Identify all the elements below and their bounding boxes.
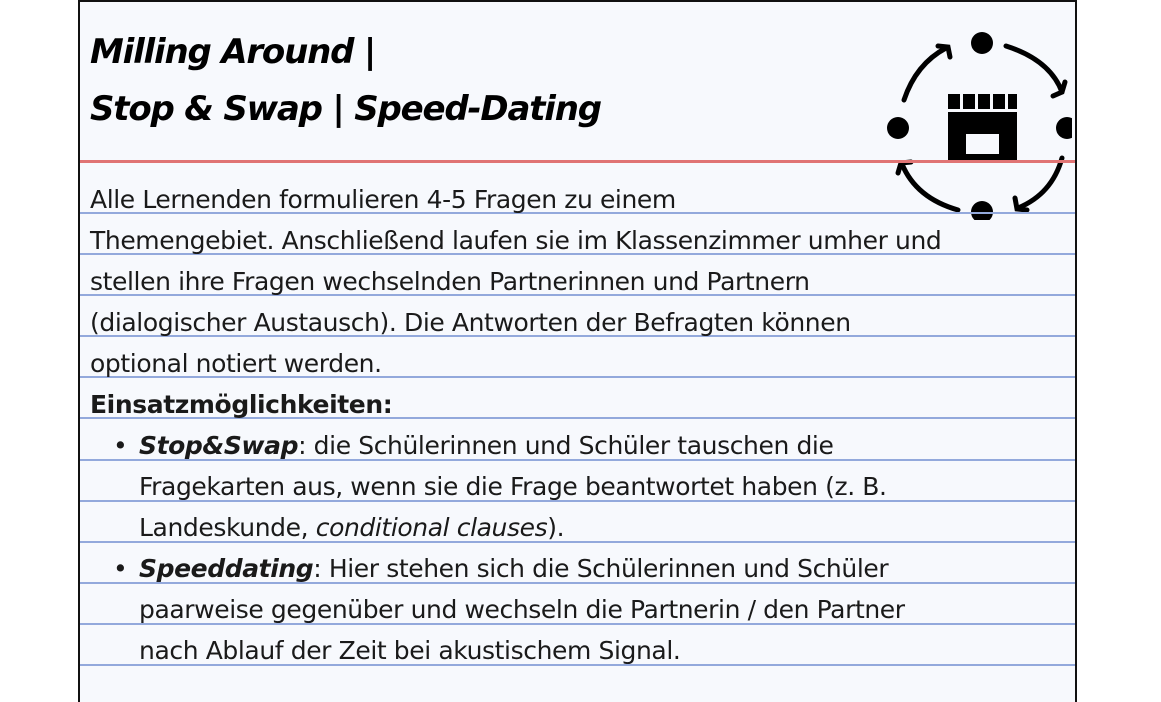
- bullet-marker: •: [113, 431, 128, 460]
- bullet-1-line-3-post: ).: [547, 513, 565, 542]
- bullet-marker: •: [113, 554, 128, 583]
- bullet-2-term: Speeddating: [139, 554, 314, 583]
- bullet-2-text: : Hier stehen sich die Schülerinnen und Schüler: [313, 554, 889, 583]
- intro-line-4: (dialogischer Austausch). Die Antworten der Befragten können: [90, 308, 851, 337]
- bullet-2-line-1: [139, 553, 888, 585]
- bullet-2-line-3: nach Ablauf der Zeit bei akustischem Signal.: [139, 636, 681, 665]
- bullet-1-line-2: Fragekarten aus, wenn sie die Frage beantwortet haben (z. B.: [139, 472, 887, 501]
- bullet-2-line-2: paarweise gegenüber und wechseln die Partnerin / den Partner: [139, 595, 905, 624]
- card-title-line-1: Milling Around |: [90, 32, 376, 72]
- section-heading: Einsatzmöglichkeiten:: [90, 390, 393, 419]
- bullet-1-line-3: [139, 512, 564, 544]
- bullet-1-line-3-pre: Landeskunde,: [139, 513, 316, 542]
- card-title-line-2: Stop & Swap | Speed-Dating: [90, 89, 601, 129]
- intro-line-3: stellen ihre Fragen wechselnden Partnerinnen und Partnern: [90, 267, 810, 296]
- bullet-1-text: : die Schülerinnen und Schüler tauschen die: [298, 431, 834, 460]
- intro-line-1: Alle Lernenden formulieren 4-5 Fragen zu einem: [90, 185, 676, 214]
- rotation-classroom-icon: [882, 30, 1072, 220]
- method-card: [78, 0, 1077, 702]
- intro-line-5: optional notiert werden.: [90, 349, 382, 378]
- bullet-1-italic-term: conditional clauses: [315, 513, 548, 542]
- intro-line-2: Themengebiet. Anschließend laufen sie im Klassenzimmer umher und: [90, 226, 942, 255]
- title-divider: [80, 160, 1075, 163]
- bullet-1-term: Stop&Swap: [139, 431, 299, 460]
- bullet-1-line-1: [139, 430, 833, 462]
